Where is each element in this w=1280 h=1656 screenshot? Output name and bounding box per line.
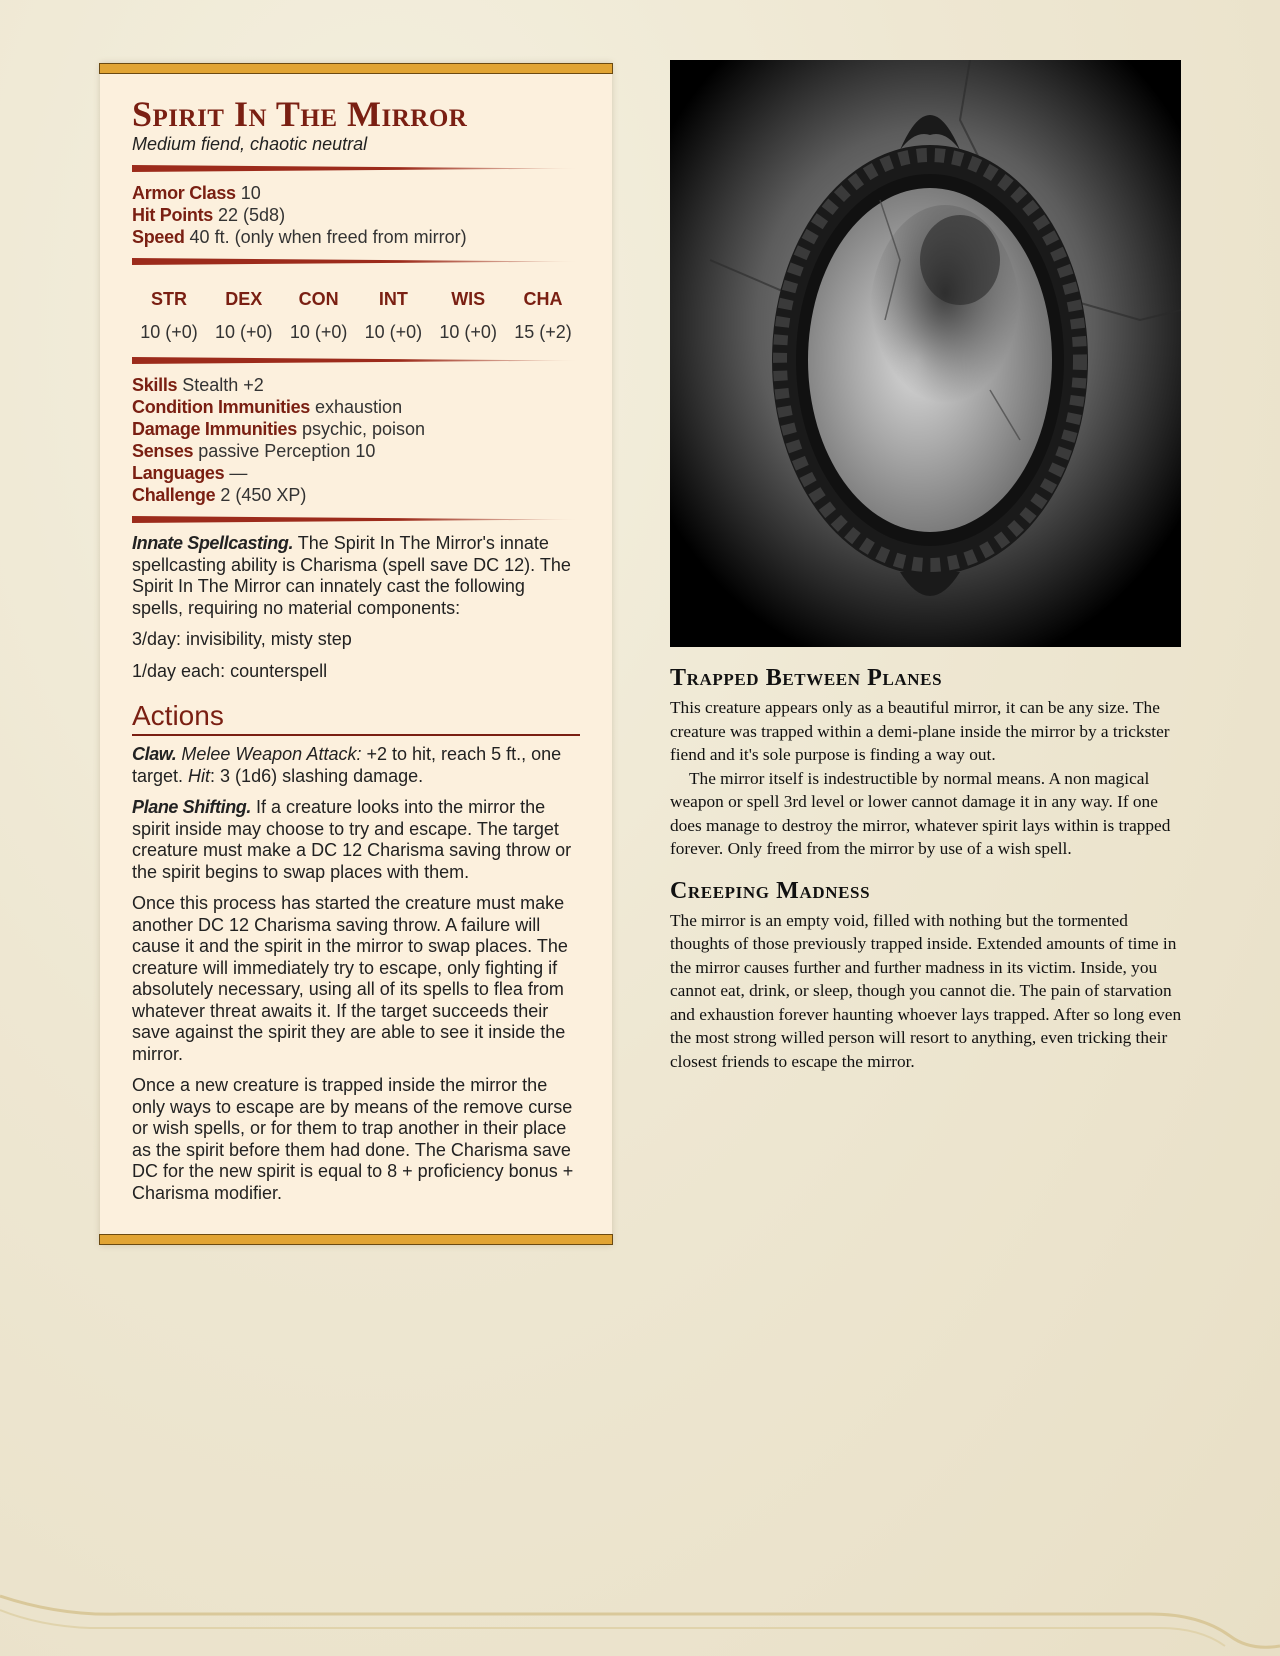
ability-dex: DEX 10 (+0) bbox=[215, 289, 273, 342]
speed: Speed 40 ft. (only when freed from mirror) bbox=[132, 227, 467, 247]
section-heading-creeping: Creeping Madness bbox=[670, 877, 871, 904]
ability-scores bbox=[132, 275, 580, 347]
mirror-image bbox=[670, 60, 1181, 647]
skills: Skills Stealth +2 bbox=[132, 375, 264, 395]
page-footer-ornament bbox=[0, 1576, 1280, 1656]
condition-immunities: Condition Immunities exhaustion bbox=[132, 397, 403, 417]
actions-heading: Actions bbox=[132, 700, 580, 736]
ability-int: INT 10 (+0) bbox=[364, 289, 423, 342]
creature-type: Medium fiend, chaotic neutral bbox=[132, 134, 368, 154]
hit-points: Hit Points 22 (5d8) bbox=[132, 205, 286, 225]
spell-list-1-day: 1/day each: counterspell bbox=[132, 660, 328, 681]
damage-immunities: Damage Immunities psychic, poison bbox=[132, 419, 426, 439]
senses: Senses passive Perception 10 bbox=[132, 441, 376, 461]
claw-action: Claw. Melee Weapon Attack: +2 to hit, reach 5 ft., one target. Hit: 3 (1d6) slashing damage. bbox=[132, 744, 562, 786]
trapped-paragraph-2: The mirror itself is indestructible by normal means. A non magical weapon or spell 3rd level or lower cannot damage it in any way. If one does manage to destroy the mirror, whatever spirit lays within is trapped forever. Only freed from the mirror by use of a wish spell. bbox=[670, 768, 1171, 858]
innate-spellcasting: Innate Spellcasting. The Spirit In The Mirror's innate spellcasting ability is Charisma (spell save DC 12). The Spirit In The Mirror can innately cast the following spells, requiring no material components: bbox=[132, 533, 571, 618]
ability-wis: WIS 10 (+0) bbox=[439, 289, 497, 342]
divider bbox=[132, 165, 580, 172]
stat-block-bottom-bar bbox=[99, 1234, 613, 1245]
trapped-paragraph-1: This creature appears only as a beautiful mirror, it can be any size. The creature was trapped within a demi-plane inside the mirror by a trickster fiend and it's sole purpose is finding a way out. bbox=[670, 698, 1170, 764]
ability-cha: CHA 15 (+2) bbox=[514, 289, 572, 342]
lore-column bbox=[670, 664, 1185, 1073]
armor-class: Armor Class 10 bbox=[132, 183, 261, 203]
mirror-illustration bbox=[670, 60, 1181, 647]
divider bbox=[132, 258, 580, 265]
stat-block-top-bar bbox=[99, 63, 613, 74]
stat-block bbox=[100, 63, 612, 1245]
section-heading-trapped: Trapped Between Planes bbox=[670, 665, 943, 691]
divider bbox=[132, 516, 580, 523]
ability-str: STR 10 (+0) bbox=[140, 289, 198, 342]
languages: Languages — bbox=[132, 463, 248, 483]
ability-con: CON 10 (+0) bbox=[289, 289, 348, 342]
creature-name: Spirit In The Mirror bbox=[132, 94, 468, 134]
plane-shifting-p2: Once this process has started the creature must make another DC 12 Charisma saving throw. A failure will cause it and the spirit in the mirror to swap places. The creature will immediately try to escape, only fighting if absolutely necessary, using all of its spells to flea from whatever threat awaits it. If the target succeeds their save against the spirit they are able to see it inside the mirror. bbox=[132, 893, 568, 1064]
challenge: Challenge 2 (450 XP) bbox=[132, 485, 307, 505]
spell-list-3-day: 3/day: invisibility, misty step bbox=[132, 629, 352, 649]
divider bbox=[132, 357, 580, 364]
plane-shifting-action: Plane Shifting. If a creature looks into the mirror the spirit inside may choose to try and escape. The target creature must make a DC 12 Charisma saving throw or the spirit begins to swap places with them. bbox=[132, 797, 572, 882]
plane-shifting-p3: Once a new creature is trapped inside the mirror the only ways to escape are by means of the remove curse or wish spells, or for them to trap another in their place as the spirit before them had done. The Charisma save DC for the new spirit is equal to 8 + proficiency bonus + Charisma modifier. bbox=[132, 1075, 574, 1203]
creeping-paragraph-1: The mirror is an empty void, filled with nothing but the tormented thoughts of those previously trapped inside. Extended amounts of time in the mirror causes further and further madness in its victim. Inside, you cannot eat, drink, or sleep, though you cannot die. The pain of starvation and exhaustion forever haunting whoever lays trapped. After so long even the most strong willed person will resort to anything, even tricking their closest friends to escape the mirror. bbox=[670, 910, 1182, 1071]
